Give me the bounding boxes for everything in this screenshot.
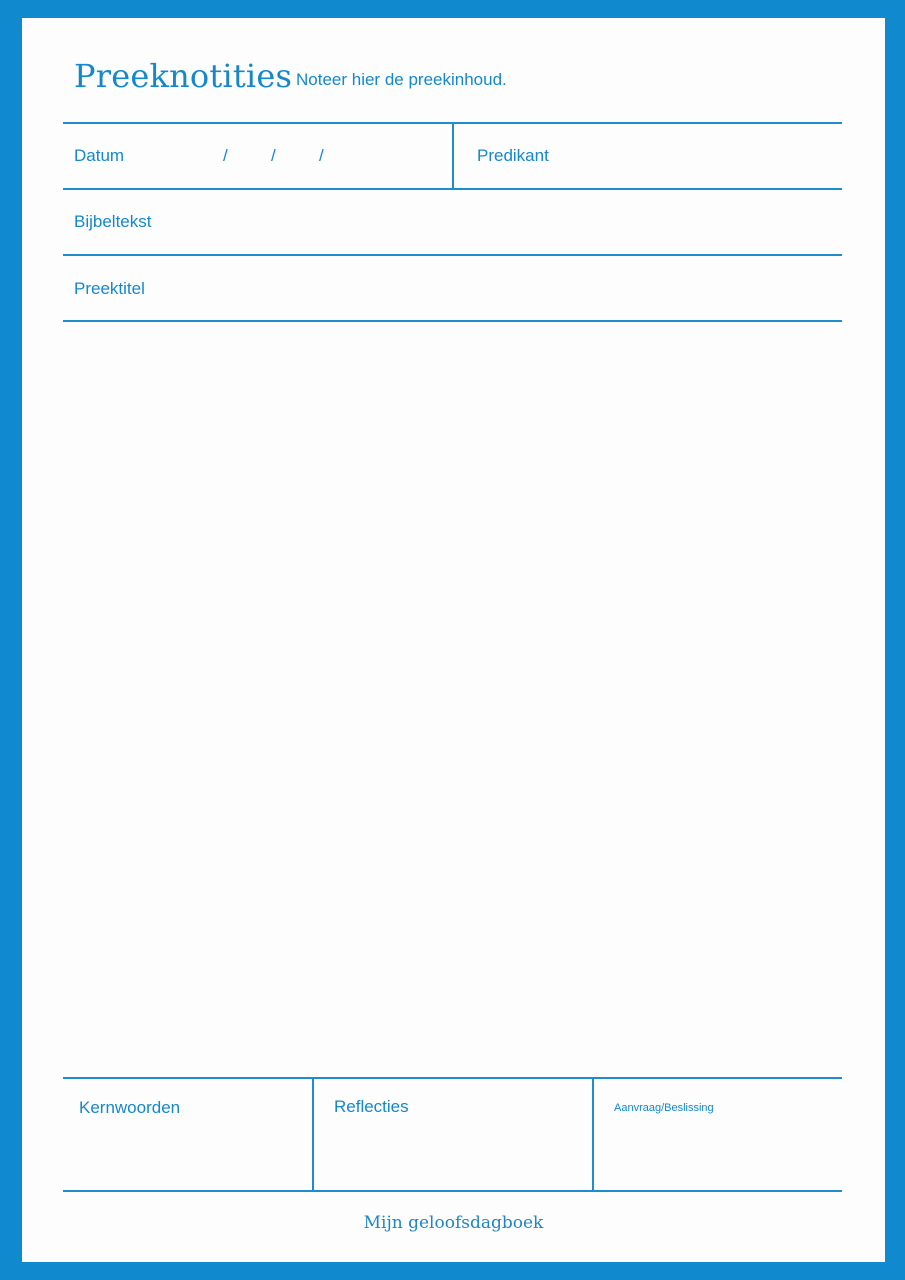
divider-keywords-reflections xyxy=(312,1077,314,1192)
footer-text: Mijn geloofsdagboek xyxy=(363,1213,544,1233)
date-separator: / xyxy=(319,146,324,165)
divider-bottom-end xyxy=(63,1190,842,1192)
date-separator: / xyxy=(223,146,228,165)
divider-date-preacher xyxy=(452,122,454,190)
preacher-label: Predikant xyxy=(477,146,549,165)
page-subtitle: Noteer hier de preekinhoud. xyxy=(296,70,507,89)
date-label: Datum xyxy=(74,146,125,165)
reflections-label: Reflecties xyxy=(334,1097,409,1116)
notes-page xyxy=(22,18,885,1262)
divider-bible-row xyxy=(63,254,842,256)
page-title: Preeknotities xyxy=(74,57,293,95)
notes-writing-area[interactable] xyxy=(63,322,842,1076)
request-decision-label: Aanvraag/Beslissing xyxy=(614,1102,714,1114)
sermon-title-label: Preektitel xyxy=(74,279,145,298)
divider-bottom-top xyxy=(63,1077,842,1079)
bible-text-label: Bijbeltekst xyxy=(74,212,152,231)
keywords-label: Kernwoorden xyxy=(79,1098,181,1117)
divider-reflections-request xyxy=(592,1077,594,1192)
date-separator: / xyxy=(271,146,276,165)
